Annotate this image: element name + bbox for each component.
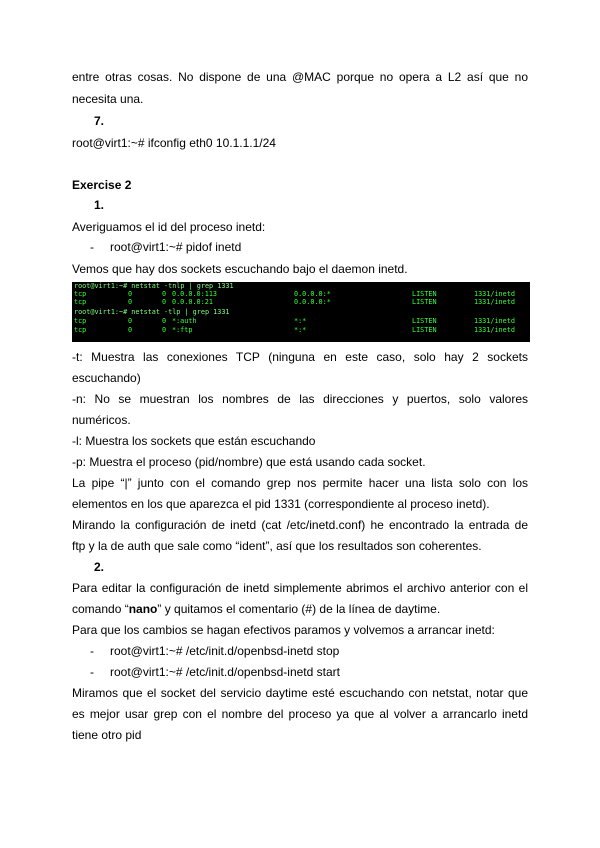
bullet-dash: - — [90, 665, 94, 679]
paragraph-line: -t: Muestra las conexiones TCP (ninguna en este caso, solo hay 2 sockets — [72, 350, 528, 364]
paragraph-line: tiene otro pid — [72, 728, 142, 742]
cell-recv: 0 — [128, 298, 133, 306]
bullet-command: root@virt1:~# /etc/init.d/openbsd-inetd stop — [110, 644, 340, 658]
paragraph-line: entre otras cosas. No dispone de una @MAC porque no opera a L2 así que no — [72, 70, 528, 84]
cell-local: 0.0.0.0:21 — [172, 298, 213, 306]
paragraph-line: Para editar la configuración de inetd simplemente abrimos el archivo anterior con el — [72, 581, 528, 595]
cell-state: LISTEN — [412, 298, 437, 306]
text-run: comando “ — [72, 602, 129, 616]
cell-foreign: 0.0.0.0:* — [294, 290, 331, 298]
cell-foreign: *:* — [294, 326, 307, 334]
paragraph-line: La pipe “|” junto con el comando grep nos permite hacer una lista solo con los — [72, 476, 528, 490]
paragraph-line: elementos en los que aparezca el pid 1331 (correspondiente al proceso inetd). — [72, 497, 490, 511]
cell-recv: 0 — [128, 326, 133, 334]
paragraph-line: Mirando la configuración de inetd (cat /etc/inetd.conf) he encontrado la entrada de — [72, 518, 528, 532]
terminal-command: root@virt1:~# netstat -tlp | grep 1331 — [74, 308, 230, 316]
cell-recv: 0 — [128, 290, 133, 298]
paragraph-line: -l: Muestra los sockets que están escuchando — [72, 434, 316, 448]
cell-send: 0 — [162, 290, 167, 298]
cell-local: 0.0.0.0:113 — [172, 290, 218, 298]
terminal-row — [74, 299, 528, 307]
command-line: root@virt1:~# ifconfig eth0 10.1.1.1/24 — [72, 136, 276, 150]
section-heading: Exercise 2 — [72, 178, 132, 192]
bullet-command: root@virt1:~# /etc/init.d/openbsd-inetd start — [110, 665, 340, 679]
cell-pid: 1331/inetd — [474, 326, 515, 334]
item-number-7: 7. — [94, 114, 105, 128]
paragraph-line: -p: Muestra el proceso (pid/nombre) que está usando cada socket. — [72, 455, 426, 469]
paragraph-line: numéricos. — [72, 413, 131, 427]
bullet-dash: - — [90, 240, 94, 254]
cell-recv: 0 — [128, 317, 133, 325]
cell-proto: tcp — [74, 326, 87, 334]
bold-command: nano — [128, 602, 158, 616]
cell-pid: 1331/inetd — [474, 290, 515, 298]
cell-send: 0 — [162, 326, 167, 334]
item-number-1: 1. — [94, 198, 105, 212]
cell-state: LISTEN — [412, 326, 437, 334]
paragraph-line: Vemos que hay dos sockets escuchando bajo el daemon inetd. — [72, 262, 408, 276]
paragraph-line: es mejor usar grep con el nombre del proceso ya que al volver a arrancarlo inetd — [72, 707, 528, 721]
terminal-row — [74, 327, 528, 335]
cell-pid: 1331/inetd — [474, 298, 515, 306]
cell-local: *:ftp — [172, 326, 193, 334]
terminal-command: root@virt1:~# netstat -tnlp | grep 1331 — [74, 282, 234, 290]
cell-local: *:auth — [172, 317, 197, 325]
paragraph-line: escuchando) — [72, 371, 141, 385]
cell-foreign: *:* — [294, 317, 307, 325]
cell-send: 0 — [162, 298, 167, 306]
item-number-2: 2. — [94, 560, 105, 574]
paragraph-line — [72, 602, 528, 616]
bullet-dash: - — [90, 644, 94, 658]
cell-send: 0 — [162, 317, 167, 325]
cell-proto: tcp — [74, 298, 87, 306]
cell-foreign: 0.0.0.0:* — [294, 298, 331, 306]
paragraph-line: Para que los cambios se hagan efectivos paramos y volvemos a arrancar inetd: — [72, 623, 495, 637]
cell-state: LISTEN — [412, 290, 437, 298]
cell-proto: tcp — [74, 317, 87, 325]
cell-proto: tcp — [74, 290, 87, 298]
terminal-row — [74, 318, 528, 326]
cell-pid: 1331/inetd — [474, 317, 515, 325]
paragraph-line: necesita una. — [72, 92, 144, 106]
text-run: ” y quitamos el comentario (#) de la línea de daytime. — [157, 602, 441, 616]
paragraph-line: Averiguamos el id del proceso inetd: — [72, 220, 266, 234]
paragraph-line: -n: No se muestran los nombres de las direcciones y puertos, solo valores — [72, 392, 528, 406]
paragraph-line: ftp y la de auth que sale como “ident”, así que los resultados son coherentes. — [72, 539, 482, 553]
paragraph-line: Miramos que el socket del servicio daytime esté escuchando con netstat, notar que — [72, 686, 528, 700]
terminal-screenshot — [72, 282, 530, 342]
bullet-command: root@virt1:~# pidof inetd — [110, 240, 242, 254]
cell-state: LISTEN — [412, 317, 437, 325]
